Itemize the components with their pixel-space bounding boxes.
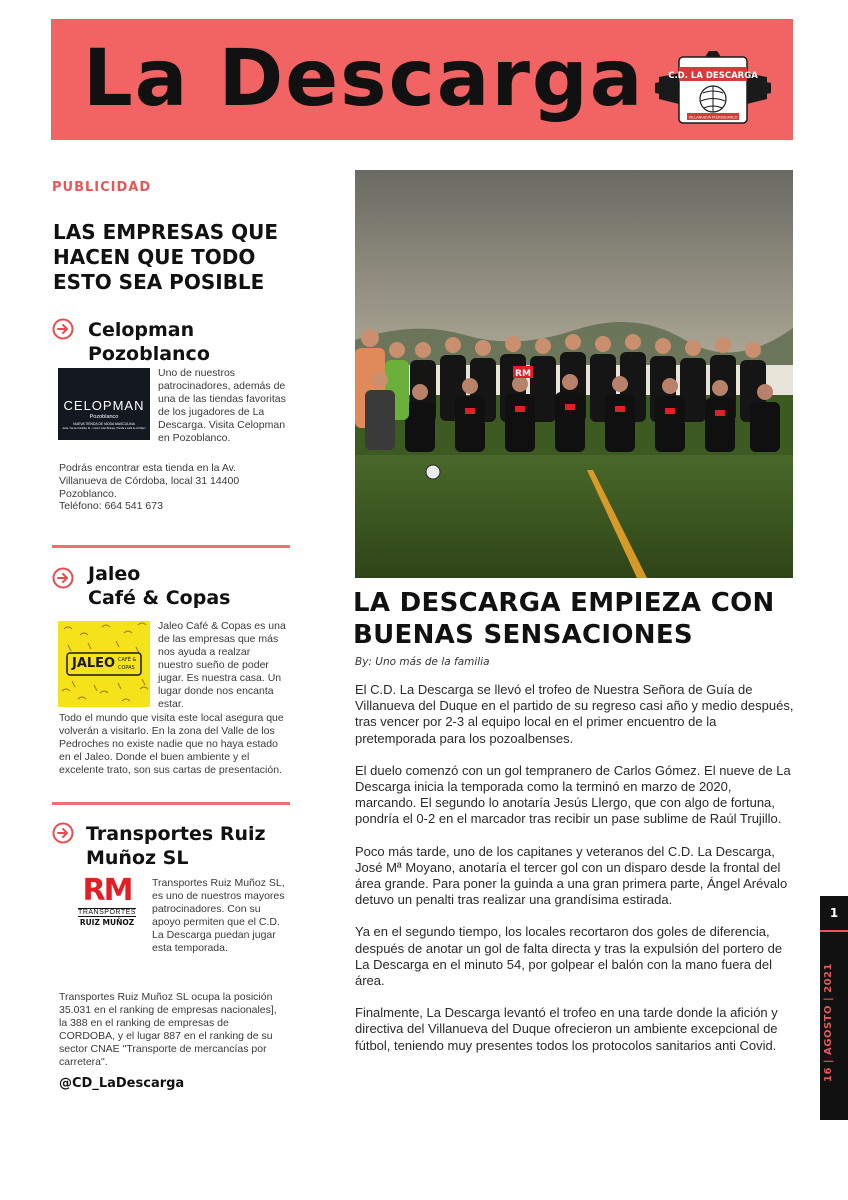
svg-text:RM: RM [515, 369, 531, 379]
article-paragraph: Finalmente, La Descarga levantó el trofeo en una tarde donde la afición y directiva del Villanueva del Duque ofrecieron un ambiente excepcional de fútbol, teniendo muy presentes todos los protocolos sanitarios anti Covid. [355, 1005, 778, 1053]
sponsors-section-title: LAS EMPRESAS QUE HACEN QUE TODO ESTO SEA POSIBLE [53, 220, 279, 294]
page-number: 1 [829, 906, 839, 920]
jaleo-blurb: Jaleo Café & Copas es una de las empresas que más nos ayuda a realzar nuestro sueño de poder jugar. Es nuestra casa. Un lugar donde nos encanta estar. [158, 620, 286, 710]
sponsor-name-ruiz-munoz [86, 822, 266, 870]
ruiz-munoz-blurb: Transportes Ruiz Muñoz SL, es uno de nuestros mayores patrocinadores. Con su apoyo permiten que el C.D. La Descarga puedan jugar esta temporada. [152, 877, 285, 954]
magazine-title: La Descarga [83, 34, 645, 124]
rm-mark: RM [82, 873, 132, 908]
social-handle[interactable]: @CD_LaDescarga [59, 1076, 185, 1091]
arrow-circle-icon [52, 822, 74, 844]
article-paragraph: El C.D. La Descarga se llevó el trofeo de Nuestra Señora de Guía de Villanueva del Duque en el partido de su regreso casi año y medio después, tras vencer por 2-3 al equipo local en el primer encuentro de la pretemporada para los pozoalbenses. [355, 682, 794, 746]
sponsor-name-line2: Muñoz SL [86, 847, 189, 869]
arrow-circle-icon [52, 567, 74, 589]
ruiz-munoz-logo [78, 873, 136, 930]
celopman-logo [58, 368, 150, 440]
sponsor-name-line1: Celopman [88, 319, 195, 341]
ruiz-munoz-details: Transportes Ruiz Muñoz SL ocupa la posición 35.031 en el ranking de empresas nacionales], la 388 en el ranking de empresas de CORDOBA, y el lugar 887 en el ranking de su sector CNAE "Transporte de mercancías por carretera". [59, 991, 277, 1068]
article-body [355, 682, 795, 1070]
article-byline: By: Uno más de la familia [355, 656, 490, 668]
section-tag: PUBLICIDAD [52, 180, 152, 195]
article-paragraph: Poco más tarde, uno de los capitanes y veteranos del C.D. La Descarga, José Mª Moyano, anotaría el tercer gol con un disparo desde la frontal del área grande. Para poner la guinda a una gran primera parte, Ángel Arévalo detuvo un penalti tras realizar una grandísima estirada. [355, 843, 788, 908]
celopman-details: Podrás encontrar esta tienda en la Av. Villanueva de Córdoba, local 31 14400 Pozoblanco. [59, 462, 240, 500]
rm-line2: RUIZ MUÑOZ [79, 918, 135, 927]
celopman-brand: CELOPMAN [63, 398, 145, 413]
celopman-phone: Teléfono: 664 541 673 [59, 500, 163, 512]
sponsor-name-line1: Jaleo [88, 563, 141, 585]
article-paragraph: Ya en el segundo tiempo, los locales recortaron dos goles de diferencia, después de anotar un gol de falta directa y tras la expulsión del portero de La Descarga en el minuto 54, por golpear el balón con la mano fuera del área. [355, 924, 783, 989]
sponsor-name-jaleo [88, 562, 230, 610]
sponsor-name-celopman [88, 318, 210, 366]
team-photo [355, 170, 793, 578]
sponsor-name-line2: Café & Copas [88, 587, 231, 609]
sponsor-name-line2: Pozoblanco [88, 343, 210, 365]
sponsor-name-line1: Transportes Ruiz [86, 823, 266, 845]
logo-club-name: C.D. LA DESCARGA [668, 71, 758, 81]
jaleo-sub1: CAFÉ & [118, 657, 137, 663]
divider [52, 545, 290, 548]
article-headline: LA DESCARGA EMPIEZA CON BUENAS SENSACIONES [353, 588, 775, 650]
club-logo [651, 49, 775, 129]
jaleo-brand: JALEO [72, 656, 116, 671]
jaleo-sub2: COPAS [118, 665, 135, 671]
rm-line1: TRANSPORTES [78, 909, 136, 916]
logo-subtitle: VILLANUEVA POZOBLANCO [688, 115, 738, 120]
article-paragraph: El duelo comenzó con un gol tempranero de Carlos Gómez. El nueve de La Descarga inicia la temporada como la terminó en marzo de 2020, marcando. El segundo lo anotaría Jesús Llergo, que con algo de fortuna, pondría el 0-2 en el marcador tras recibir un pase sublime de Raúl Trujillo. [355, 762, 791, 827]
arrow-circle-icon [52, 318, 74, 340]
celopman-blurb: Uno de nuestros patrocinadores, además de una de las tiendas favoritas de los jugadores de La Descarga. Visita Celopman en Pozoblanco. [158, 367, 286, 444]
divider [52, 802, 290, 805]
photo-rm-badge [513, 366, 533, 379]
celopman-tagline: NUEVA TIENDA DE MODA MASCULINA [73, 422, 135, 426]
jaleo-logo [58, 621, 150, 707]
masthead [51, 19, 793, 140]
jaleo-details: Todo el mundo que visita este local asegura que volverán a visitarlo. En la zona del Valle de los Pedroches no existe nadie que no haya estado en el Jaleo. Donde el buen ambiente y el excelente trato, son sus cartas de presentación. [59, 712, 284, 776]
issue-date: 16 | AGOSTO | 2021 [823, 963, 834, 1082]
celopman-address: Avda. Vva de Córdoba, 31 · Local 1 Gran Bosque | Tienda a Lotfa de 21:00pm [62, 427, 146, 430]
celopman-sub: Pozoblanco [89, 414, 119, 420]
